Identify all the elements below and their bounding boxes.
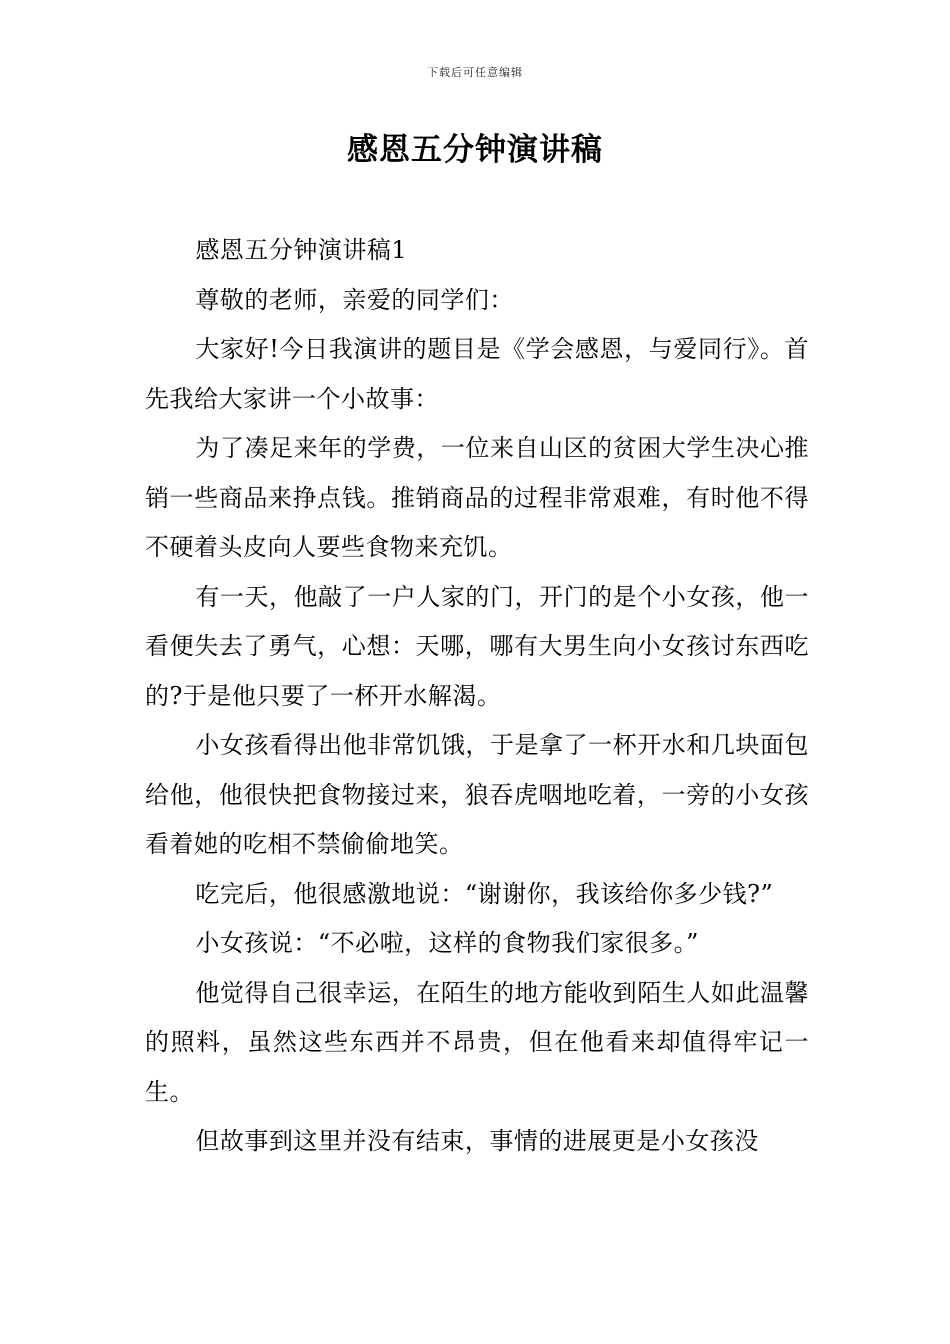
salutation: 尊敬的老师，亲爱的同学们： xyxy=(195,285,514,314)
paragraph: 小女孩说：“不必啦，这样的食物我们家很多。” xyxy=(195,929,699,957)
document-title: 感恩五分钟演讲稿 xyxy=(347,132,603,168)
speech-subtitle: 感恩五分钟演讲稿1 xyxy=(195,236,408,264)
paragraph: 大家好!今日我演讲的题目是《学会感恩，与爱同行》。首先我给大家讲一个小故事： xyxy=(145,335,809,413)
paragraph: 有一天，他敲了一户人家的门，开门的是个小女孩，他一看便失去了勇气，心想：天哪，哪有大男生向小女孩讨东西吃的?于是他只要了一杯开水解渴。 xyxy=(145,582,809,710)
paragraph: 小女孩看得出他非常饥饿，于是拿了一杯开水和几块面包给他，他很快把食物接过来，狼吞虎咽地吃着，一旁的小女孩看着她的吃相不禁偷偷地笑。 xyxy=(145,731,809,858)
header-note: 下载后可任意编辑 xyxy=(427,66,523,79)
paragraph: 吃完后，他很感激地说：“谢谢你，我该给你多少钱?” xyxy=(195,879,774,908)
paragraph: 但故事到这里并没有结束，事情的进展更是小女孩没 xyxy=(195,1127,759,1155)
paragraph: 为了凑足来年的学费，一位来自山区的贫困大学生决心推销一些商品来挣点钱。推销商品的过程非常艰难，有时他不得不硬着头皮向人要些食物来充饥。 xyxy=(145,434,809,561)
paragraph: 他觉得自己很幸运，在陌生的地方能收到陌生人如此温馨的照料，虽然这些东西并不昂贵，但在他看来却值得牢记一生。 xyxy=(145,978,809,1106)
document-body xyxy=(145,226,809,1167)
